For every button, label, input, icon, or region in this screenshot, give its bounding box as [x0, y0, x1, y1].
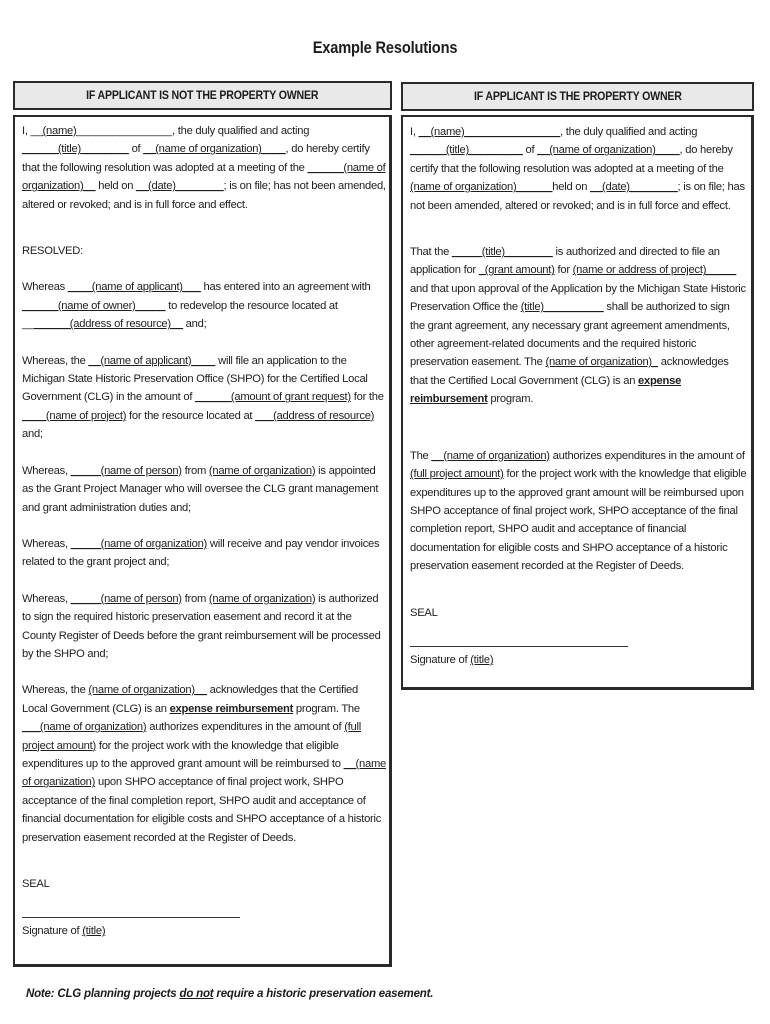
left-whereas-2: Whereas, the __(name of applicant)____ will file an application to the Michigan State Historic Preservation Office (SHPO) for the Certified Local Government (CLG) in the amount of ______(amount of grant request) for the ____(name of project) for the resource located at ___(address of resource) and; — [22, 354, 384, 441]
right-the-2: The __(name of organization) authorizes expenditures in the amount of (full project amount) for the project work with the knowledge that eligible expenditures up to the approved grant amount will be reimbursed upon SHPO acceptance of final project work, SHPO acceptance of the final completion report, SHPO audit and acceptance of financial documentation for eligible costs and SHPO acceptance of a historic preservation easement recorded at the Register of Deeds. — [410, 449, 747, 573]
right-resolution-text — [410, 123, 747, 669]
left-whereas-5: Whereas, _____(name of person) from (name of organization) is authorized to sign the required historic preservation easement and record it at the County Register of Deeds before the grant reimbursement will be processed by the SHPO and; — [22, 592, 381, 660]
left-whereas-6: Whereas, the (name of organization)__ acknowledges that the Certified Local Government (CLG) is an expense reimbursement program. The ___(name of organization) authorizes expenditures in the amount of (full project amount) for the project work with the knowledge that eligible expenditures up to the approved grant amount will be reimbursed to __(name of organization) upon SHPO acceptance of final project work, SHPO acceptance of the final completion report, SHPO audit and acceptance of financial documentation for eligible costs and SHPO acceptance of a historic preservation easement recorded at the Register of Deeds. — [22, 684, 386, 844]
left-signature: Signature of (title) — [22, 925, 106, 938]
right-certify: I, __(name)________________, the duly qualified and acting ______(title)_________ of __(name of organization)____, do hereby certify that the following resolution was adopted at a meeting of the (name of organization)______held on __(date)________; is on file; has not been amended, altered or revoked; and is in full force and effect. — [410, 126, 745, 212]
right-signature-line — [410, 646, 628, 647]
left-certify: I, __(name)________________, the duly qualified and acting ______(title)________ of __(name of organization)____, do hereby certify that the following resolution was adopted at a meeting of the ______(name of organization)__ held on __(date)________; is on file; has not been amended, altered or revoked; and is in full force and effect. — [22, 125, 386, 211]
left-whereas-1: Whereas ____(name of applicant)___ has entered into an agreement with ______(name of owner)_____ to redevelop the resource located at ________(address of resource)__ and; — [22, 281, 371, 331]
right-header-text: IF APPLICANT IS THE PROPERTY OWNER — [473, 91, 682, 103]
right-that-1: That the _____(title)________ is authorized and directed to file an application for _(grant amount) for (name or address of project)_____ and that upon approval of the Application by the Michigan State Historic Preservation Office the (title)__________ shall be authorized to sign the grant agreement, any necessary grant agreement amendments, other agreement-related documents and the required historic preservation easement. The (name of organization)_ acknowledges that the Certified Local Government (CLG) is an expense reimbursement program. — [410, 246, 746, 406]
left-signature-line — [22, 917, 240, 918]
left-resolution-text — [22, 122, 386, 941]
left-resolved: RESOLVED: — [22, 245, 83, 258]
right-header — [401, 82, 754, 111]
footnote: Note: CLG planning projects do not require a historic preservation easement. — [26, 988, 434, 1000]
left-seal: SEAL — [22, 878, 50, 890]
right-seal: SEAL — [410, 606, 438, 619]
page-title: Example Resolutions — [312, 38, 458, 57]
left-header — [13, 81, 392, 110]
right-signature: Signature of (title) — [410, 653, 494, 666]
left-whereas-3: Whereas, _____(name of person) from (name of organization) is appointed as the Grant Project Manager who will oversee the CLG grant management and grant administration duties and; — [22, 464, 379, 514]
left-whereas-4: Whereas, _____(name of organization) will receive and pay vendor invoices related to the grant project and; — [22, 537, 380, 569]
left-header-text: IF APPLICANT IS NOT THE PROPERTY OWNER — [86, 90, 319, 102]
